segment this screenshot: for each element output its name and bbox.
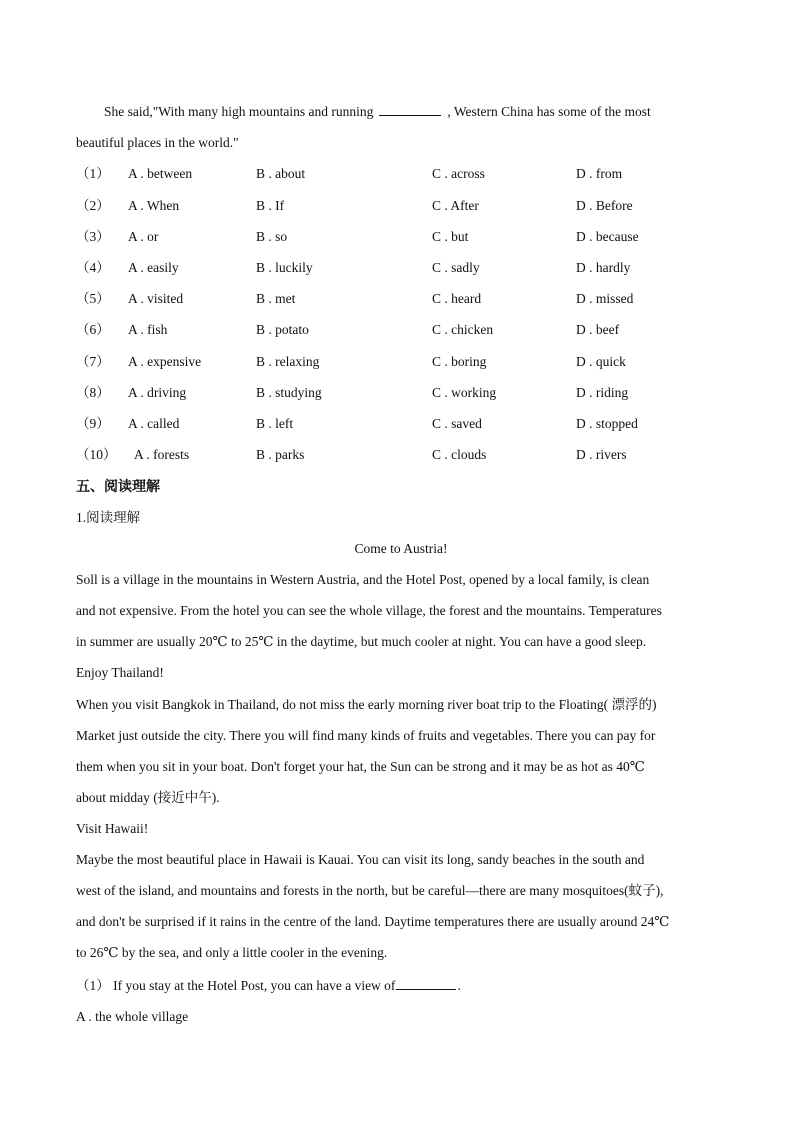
option-c[interactable]: C . sadly — [432, 260, 480, 275]
section-heading: 五、阅读理解 — [76, 479, 160, 495]
question-number: （6） — [76, 322, 110, 337]
option-b[interactable]: B . parks — [256, 447, 305, 462]
answer-blank[interactable] — [379, 103, 441, 116]
option-c[interactable]: C . clouds — [432, 447, 487, 462]
option-row — [76, 197, 726, 215]
passage-title: Come to Austria! — [354, 541, 448, 556]
question-number: （2） — [76, 198, 110, 213]
option-a[interactable]: A . expensive — [128, 354, 202, 369]
option-c[interactable]: C . across — [432, 166, 485, 181]
passage-line: in summer are usually 20℃ to 25℃ in the daytime, but much cooler at night. You can have a good sleep. — [76, 634, 647, 649]
question-number: （1） — [76, 166, 110, 181]
cloze-text-after: , Western China has some of the most — [447, 104, 651, 119]
option-b[interactable]: B . potato — [256, 322, 309, 337]
option-b[interactable]: B . so — [256, 229, 288, 244]
option-d[interactable]: D . rivers — [576, 447, 627, 462]
cloze-sentence — [104, 103, 754, 121]
section-subheading: 1.阅读理解 — [76, 510, 141, 525]
option-c[interactable]: C . After — [432, 198, 479, 213]
option-d[interactable]: D . because — [576, 229, 639, 244]
option-d[interactable]: D . missed — [576, 291, 634, 306]
option-row — [76, 384, 726, 402]
question-number: （7） — [76, 354, 110, 369]
question-number: （9） — [76, 416, 110, 431]
option-b[interactable]: B . about — [256, 166, 306, 181]
question-number: （10） — [76, 447, 117, 462]
option-c[interactable]: C . saved — [432, 416, 482, 431]
passage-line: Market just outside the city. There you will find many kinds of fruits and vegetables. There you can pay for — [76, 728, 656, 743]
option-row — [76, 165, 726, 183]
option-row — [76, 353, 726, 371]
passage-line: and not expensive. From the hotel you can see the whole village, the forest and the mountains. Temperatures — [76, 603, 662, 618]
option-a[interactable]: A . between — [128, 166, 193, 181]
option-c[interactable]: C . heard — [432, 291, 482, 306]
option-a[interactable]: A . or — [128, 229, 159, 244]
answer-blank[interactable] — [396, 977, 456, 990]
option-a[interactable]: A . driving — [128, 385, 187, 400]
option-a[interactable]: A . When — [128, 198, 180, 213]
option-d[interactable]: D . riding — [576, 385, 629, 400]
option-a[interactable]: A . forests — [134, 447, 190, 462]
option-c[interactable]: C . but — [432, 229, 469, 244]
passage-line: west of the island, and mountains and forests in the north, but be careful—there are many mosquitoes(蚊子), — [76, 883, 664, 898]
question-text: （1） If you stay at the Hotel Post, you can have a view of — [76, 978, 396, 993]
option-row — [76, 228, 726, 246]
option-row — [76, 446, 726, 464]
option-c[interactable]: C . boring — [432, 354, 487, 369]
option-a[interactable]: A . fish — [128, 322, 168, 337]
option-row — [76, 290, 726, 308]
question-text-end: . — [457, 978, 461, 993]
option-row — [76, 259, 726, 277]
option-b[interactable]: B . If — [256, 198, 285, 213]
passage-subtitle: Enjoy Thailand! — [76, 665, 164, 680]
option-d[interactable]: D . quick — [576, 354, 626, 369]
option-a[interactable]: A . visited — [128, 291, 184, 306]
option-c[interactable]: C . working — [432, 385, 497, 400]
option-row — [76, 415, 726, 433]
option-row — [76, 321, 726, 339]
cloze-sentence-line2: beautiful places in the world." — [76, 135, 239, 150]
option-b[interactable]: B . studying — [256, 385, 322, 400]
passage-line: Soll is a village in the mountains in Western Austria, and the Hotel Post, opened by a local family, is clean — [76, 572, 650, 587]
option-d[interactable]: D . from — [576, 166, 623, 181]
option-a[interactable]: A . called — [128, 416, 180, 431]
option-d[interactable]: D . beef — [576, 322, 620, 337]
question-stem — [76, 977, 726, 995]
passage-line: them when you sit in your boat. Don't forget your hat, the Sun can be strong and it may be as hot as 40℃ — [76, 759, 645, 774]
passage-line: Maybe the most beautiful place in Hawaii is Kauai. You can visit its long, sandy beaches in the south and — [76, 852, 645, 867]
question-number: （4） — [76, 260, 110, 275]
option-d[interactable]: D . hardly — [576, 260, 631, 275]
option-b[interactable]: B . relaxing — [256, 354, 320, 369]
option-d[interactable]: D . stopped — [576, 416, 638, 431]
cloze-text-before: She said,"With many high mountains and running — [104, 104, 374, 119]
option-b[interactable]: B . luckily — [256, 260, 313, 275]
option-b[interactable]: B . met — [256, 291, 296, 306]
passage-line: about midday (接近中午). — [76, 790, 220, 805]
question-option-a[interactable]: A . the whole village — [76, 1009, 189, 1024]
question-number: （3） — [76, 229, 110, 244]
option-c[interactable]: C . chicken — [432, 322, 494, 337]
passage-line: When you visit Bangkok in Thailand, do not miss the early morning river boat trip to the Floating( 漂浮的) — [76, 697, 657, 712]
option-a[interactable]: A . easily — [128, 260, 179, 275]
option-b[interactable]: B . left — [256, 416, 294, 431]
passage-line: and don't be surprised if it rains in the centre of the land. Daytime temperatures there are usually around 24℃ — [76, 914, 670, 929]
passage-line: to 26℃ by the sea, and only a little cooler in the evening. — [76, 945, 388, 960]
option-d[interactable]: D . Before — [576, 198, 633, 213]
passage-subtitle: Visit Hawaii! — [76, 821, 149, 836]
question-number: （8） — [76, 385, 110, 400]
question-number: （5） — [76, 291, 110, 306]
